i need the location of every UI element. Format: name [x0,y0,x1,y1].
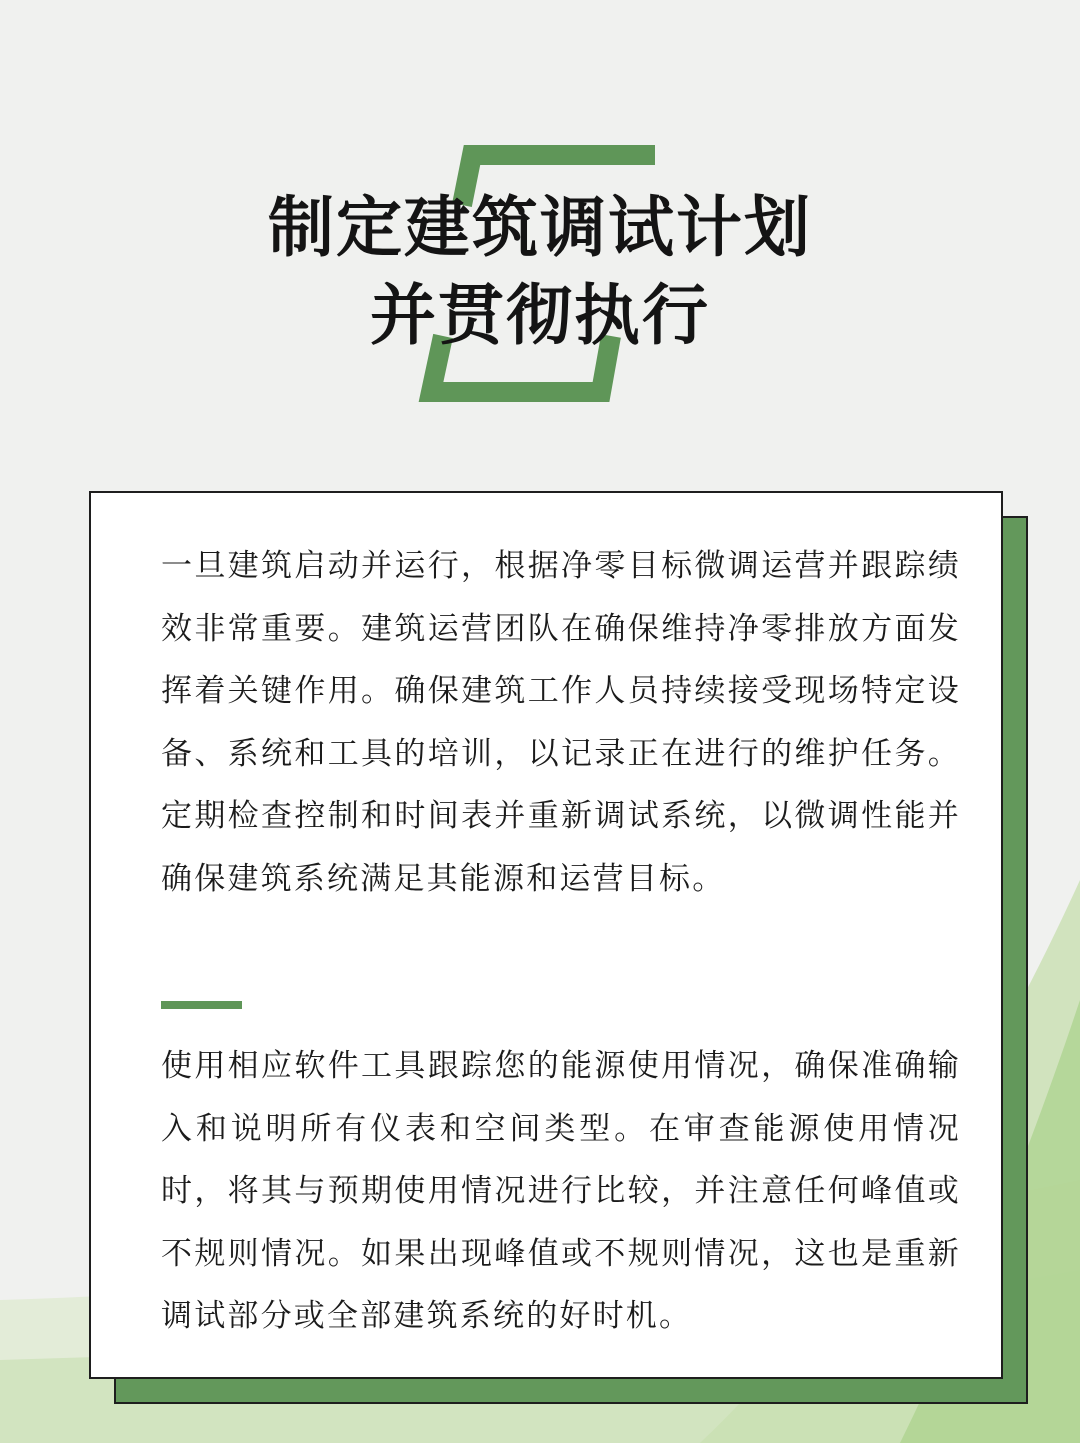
content-card [89,491,1003,1379]
page-title-line1: 制定建筑调试计划 [268,189,812,266]
paragraph-energy-tracking: 使用相应软件工具跟踪您的能源使用情况，确保准确输入和说明所有仪表和空间类型。在审查能源使用情况时，将其与预期使用情况进行比较，并注意任何峰值或不规则情况。如果出现峰值或不规则情况，这也是重新调试部分或全部建筑系统的好时机。 [161,1048,961,1334]
paragraph-maintenance: 一旦建筑启动并运行，根据净零目标微调运营并跟踪绩效非常重要。建筑运营团队在确保维持净零排放方面发挥着关键作用。确保建筑工作人员持续接受现场特定设备、系统和工具的培训，以记录正在进行的维护任务。定期检查控制和时间表并重新调试系统，以微调性能并确保建筑系统满足其能源和运营目标。 [161,548,961,897]
section-divider [161,1001,242,1009]
page-title-line2: 并贯彻执行 [370,277,710,354]
